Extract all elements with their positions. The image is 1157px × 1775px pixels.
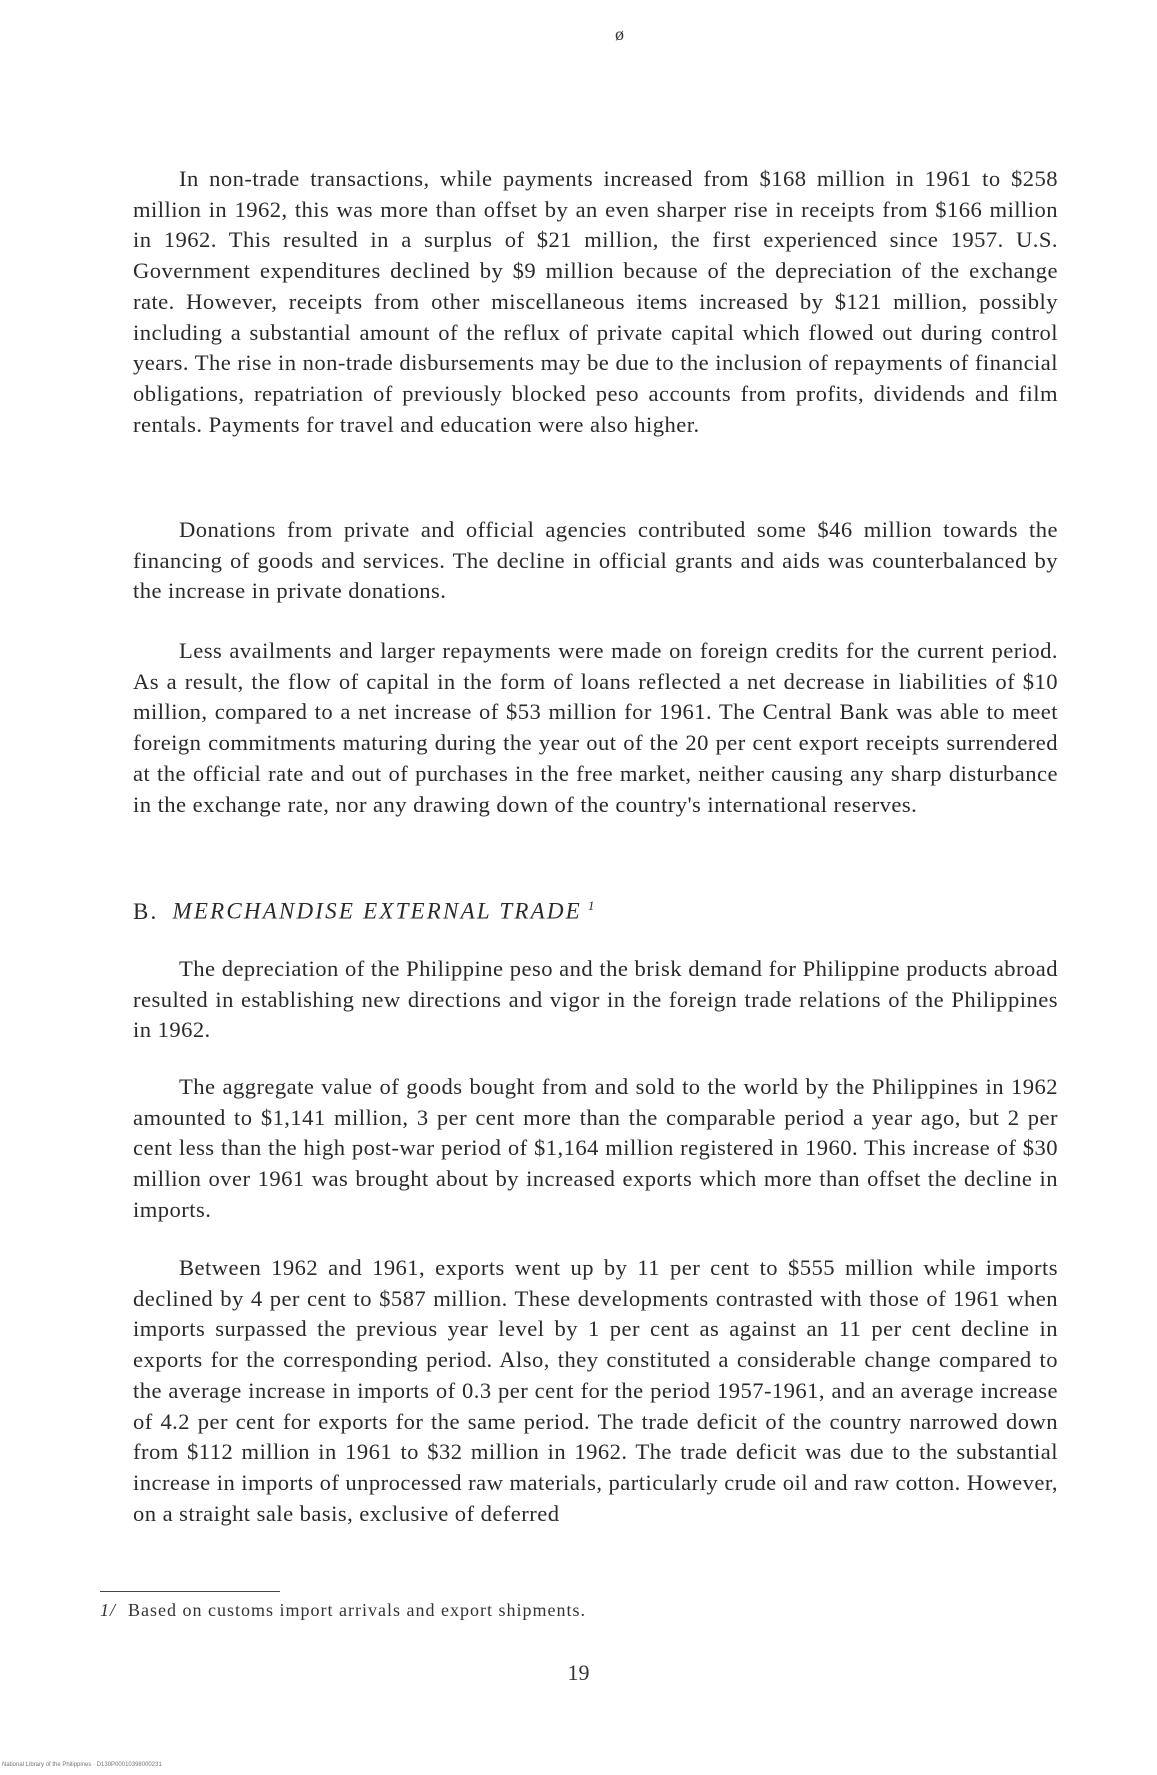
page-number: 19 [567,1660,590,1685]
section-heading [133,898,597,925]
footnote [100,1600,586,1621]
paragraph-text: In non-trade transactions, while payments increased from $168 million in 1961 to $258 million in 1962, this was more than offset by an even sharper rise in receipts from $166 million in 1962. This resulted in a surplus of $21 million, the first experienced since 1957. U.S. Government expenditures declined by $9 million because of the depreciation of the exchange rate. However, receipts from other miscellaneous items increased by $121 million, possibly including a substantial amount of the reflux of private capital which flowed out during control years. The rise in non-trade disbursements may be due to the inclusion of repayments of financial obligations, repatriation of previously blocked peso accounts from profits, dividends and film rentals. Payments for travel and education were also higher. [133,166,1058,437]
paragraph-text: The depreciation of the Philippine peso and the brisk demand for Philippine products abroad resulted in establishing new directions and vigor in the foreign trade relations of the Philippines in 1962. [133,956,1058,1043]
paragraph-text: Donations from private and official agencies contributed some $46 million towards the financing of goods and services. The decline in official grants and aids was counterbalanced by the increase in private donations. [133,517,1058,604]
footnote-text: Based on customs import arrivals and export shipments. [128,1600,586,1620]
paragraph-aggregate-value [133,1072,1058,1226]
paragraph-non-trade-transactions [133,164,1058,440]
footnote-divider [100,1591,280,1592]
paragraph-peso-depreciation [133,954,1058,1046]
paragraph-text: The aggregate value of goods bought from and sold to the world by the Philippines in 1962 amounted to $1,141 million, 3 per cent more than the comparable period a year ago, but 2 per cent less than the high post-war period of $1,164 million registered in 1960. This increase of $30 million over 1961 was brought about by increased exports which more than offset the decline in imports. [133,1074,1058,1222]
top-mark: ø [615,24,624,44]
section-number: B. [133,898,159,924]
footnote-reference: 1 [587,898,597,913]
scan-credit: National Library of the Philippines · D130P00010398000231 [2,1762,162,1768]
paragraph-text: Between 1962 and 1961, exports went up by 11 per cent to $555 million while imports declined by 4 per cent to $587 million. These developments contrasted with those of 1961 when imports surpassed the previous year level by 1 per cent as against an 11 per cent decline in exports for the corresponding period. Also, they constituted a considerable change compared to the average increase in imports of 0.3 per cent for the period 1957-1961, and an average increase of 4.2 per cent for exports for the same period. The trade deficit of the country narrowed down from $112 million in 1961 to $32 million in 1962. The trade deficit was due to the substantial increase in imports of unprocessed raw materials, particularly crude oil and raw cotton. However, on a straight sale basis, exclusive of deferred [133,1255,1058,1526]
paragraph-donations [133,515,1058,607]
footnote-marker: 1/ [100,1600,117,1620]
section-title: MERCHANDISE EXTERNAL TRADE [172,898,582,924]
paragraph-exports-imports [133,1253,1058,1529]
paragraph-text: Less availments and larger repayments were made on foreign credits for the current period. As a result, the flow of capital in the form of loans reflected a net decrease in liabilities of $10 million, compared to a net increase of $53 million for 1961. The Central Bank was able to meet foreign commitments maturing during the year out of the 20 per cent export receipts surrendered at the official rate and out of purchases in the free market, neither causing any sharp disturbance in the exchange rate, nor any drawing down of the country's international reserves. [133,638,1058,817]
paragraph-foreign-credits [133,636,1058,820]
